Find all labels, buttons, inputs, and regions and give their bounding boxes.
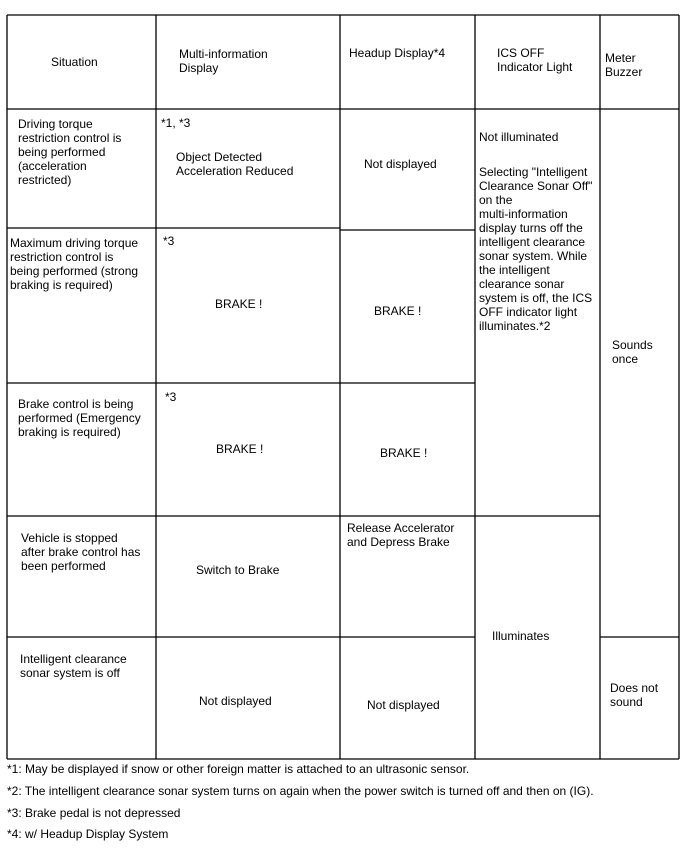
- row-4-situation: Vehicle is stopped after brake control has been performed: [21, 531, 141, 573]
- row-3-multi-info-note: *3: [165, 390, 177, 404]
- row-1-headup-display: Not displayed: [364, 157, 437, 171]
- header-headup-display: Headup Display*4: [349, 46, 446, 60]
- footnote-4: *4: w/ Headup Display System: [7, 827, 169, 841]
- row-2-situation: Maximum driving torque restriction control is being performed (strong braking is required): [10, 236, 139, 292]
- buzzer-does-not-sound: Does not sound: [610, 681, 659, 709]
- header-ics-off-indicator-light: ICS OFF Indicator Light: [497, 46, 573, 74]
- row-5-headup-display: Not displayed: [367, 698, 440, 712]
- row-1-situation: Driving torque restriction control is being performed (acceleration restricted): [18, 117, 122, 187]
- row-2-multi-info-note: *3: [163, 234, 175, 248]
- footnote-1: *1: May be displayed if snow or other foreign matter is attached to an ultrasonic sensor.: [7, 762, 470, 776]
- header-situation: Situation: [51, 55, 98, 69]
- row-2-multi-info-display: BRAKE !: [215, 297, 263, 311]
- ics-off-status-not-illuminated: Not illuminated: [479, 130, 559, 144]
- buzzer-sounds-once: Sounds once: [612, 338, 653, 366]
- row-5-situation: Intelligent clearance sonar system is off: [20, 652, 127, 680]
- header-meter-buzzer: Meter Buzzer: [605, 51, 643, 79]
- row-5-multi-info-display: Not displayed: [199, 694, 272, 708]
- row-4-headup-display: Release Accelerator and Depress Brake: [347, 521, 455, 549]
- row-3-multi-info-display: BRAKE !: [216, 442, 264, 456]
- footnote-3: *3: Brake pedal is not depressed: [7, 806, 181, 820]
- header-multi-information-display: Multi-information Display: [179, 47, 268, 75]
- ics-off-note: Selecting "Intelligent Clearance Sonar Off" on the multi-information display turns off the intelligent clearance sonar system. While the intelligent clearance sonar system is off, the ICS OFF indicator light illuminates.*2: [479, 165, 593, 333]
- row-3-situation: Brake control is being performed (Emergency braking is required): [18, 397, 141, 439]
- row-1-multi-info-display: Object Detected Acceleration Reduced: [176, 150, 294, 178]
- footnote-2: *2: The intelligent clearance sonar system turns on again when the power switch is turned off and then on (IG).: [7, 784, 594, 798]
- ics-off-status-illuminates: Illuminates: [492, 629, 550, 643]
- row-2-headup-display: BRAKE !: [374, 304, 422, 318]
- row-4-multi-info-display: Switch to Brake: [196, 563, 280, 577]
- row-1-multi-info-note: *1, *3: [161, 116, 191, 130]
- row-3-headup-display: BRAKE !: [380, 446, 428, 460]
